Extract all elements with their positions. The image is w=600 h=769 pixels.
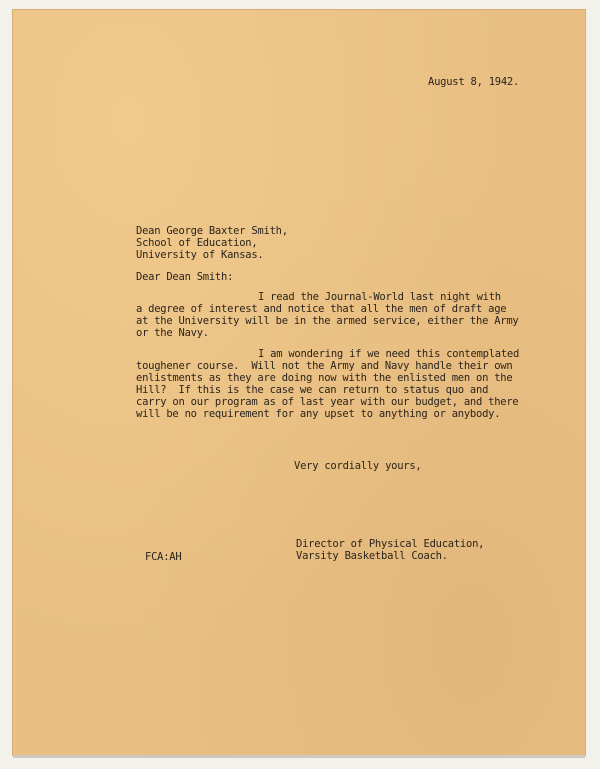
paragraph2-line1: I am wondering if we need this contemplated [258,348,520,360]
page-bottom-edge [13,755,585,758]
paragraph2-line5: carry on our program as of last year with our budget, and there [136,396,519,408]
recipient-name: Dean George Baxter Smith, [136,225,288,237]
paragraph1-line4: or the Navy. [136,327,209,339]
paragraph1-line1: I read the Journal-World last night with [258,291,501,303]
closing: Very cordially yours, [294,460,422,472]
recipient-university: University of Kansas. [136,249,264,261]
paragraph1-line2: a degree of interest and notice that all the men of draft age [136,303,507,315]
paragraph2-line4: Hill? If this is the case we can return to status quo and [136,384,489,396]
letter-date: August 8, 1942. [428,76,520,88]
paragraph2-line6: will be no requirement for any upset to anything or anybody. [136,408,501,420]
paragraph1-line3: at the University will be in the armed service, either the Army [136,315,519,327]
paragraph2-line2: toughener course. Will not the Army and Navy handle their own [136,360,513,372]
typist-initials: FCA:AH [145,551,182,563]
signature-title-2: Varsity Basketball Coach. [296,550,448,562]
signature-title-1: Director of Physical Education, [296,538,485,550]
recipient-school: School of Education, [136,237,258,249]
paragraph2-line3: enlistments as they are doing now with the enlisted men on the [136,372,513,384]
salutation: Dear Dean Smith: [136,271,234,283]
